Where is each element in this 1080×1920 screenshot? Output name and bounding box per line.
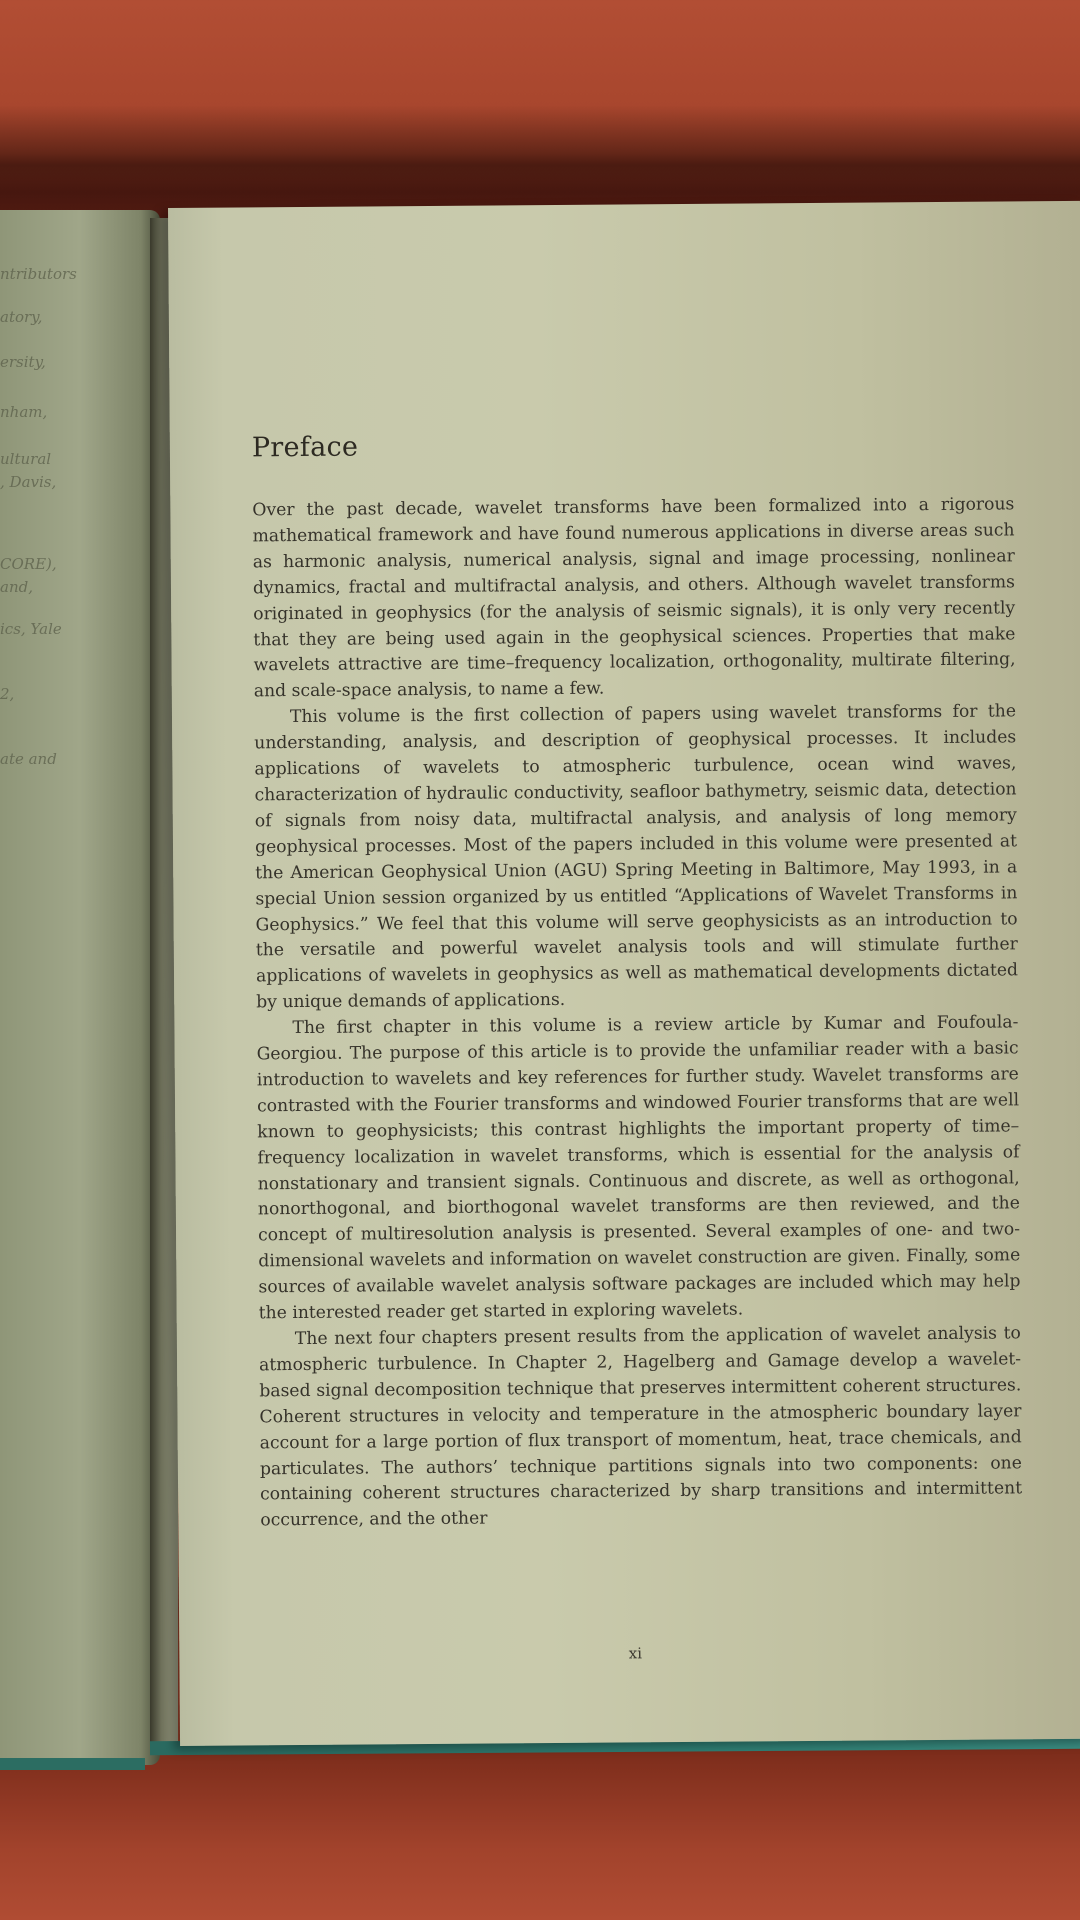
paragraph: The first chapter in this volume is a review article by Kumar and Foufoula-Georgiou. The purpose of this article is to provide the unfamiliar reader with a basic introduction to wavelets and key references for further study. Wavelet transforms are contrasted with the Fourier transforms and windowed Fourier transforms that are well known to geophysicists; this contrast highlights the important property of time–frequency localization in wavelet transforms, which is essential for the analysis of nonstationary and transient signals. Continuous and discrete, as well as orthogonal, nonorthogonal, and biorthogonal wavelet transforms are then reviewed, and the concept of multiresolution analysis is presented. Several examples of one- and two-dimensional wavelets and information on wavelet construction are given. Finally, some sources of available wavelet analysis software packages are included which may help the interested reader get started in exploring wavelets.	[256, 1012, 1021, 1324]
page-text-block	[252, 426, 1023, 1534]
left-page-fragment: ultural	[0, 450, 52, 468]
left-page-fragment: and,	[0, 578, 33, 596]
left-page-fragment: ersity,	[0, 353, 46, 371]
book-cover-edge	[0, 1758, 145, 1770]
left-page-fragment: ics, Yale	[0, 620, 62, 638]
page-number: xi	[628, 1644, 643, 1663]
left-page-fragment: nham,	[0, 403, 48, 421]
left-page	[0, 210, 160, 1765]
paragraph: This volume is the first collection of papers using wavelet transforms for the understanding, analysis, and description of geophysical processes. It includes applications of wavelets to atmospheric turbulence, ocean wind waves, characterization of hydraulic conductivity, seafloor bathymetry, seismic data, detection of signals from noisy data, multifractal analysis, and analysis of long memory geophysical processes. Most of the papers included in this volume were presented at the American Geophysical Union (AGU) Spring Meeting in Baltimore, May 1993, in a special Union session organized by us entitled “Applications of Wavelet Transforms in Geophysics.” We feel that this volume will serve geophysicists as an introduction to the versatile and powerful wavelet analysis tools and will stimulate further applications of wavelets in geophysics as well as mathematical developments dictated by unique demands of applications.	[254, 701, 1019, 1013]
left-page-fragment: ate and	[0, 750, 57, 768]
left-page-fragment: ntributors	[0, 265, 77, 283]
left-page-fragment: , Davis,	[0, 473, 57, 491]
left-page-fragment: 2,	[0, 685, 15, 703]
left-page-fragment: atory,	[0, 308, 43, 326]
paragraph: Over the past decade, wavelet transforms have been formalized into a rigorous mathematical framework and have found numerous applications in diverse areas such as harmonic analysis, numerical analysis, signal and image processing, nonlinear dynamics, fractal and multifractal analysis, and others. Although wavelet transforms originated in geophysics (for the analysis of seismic signals), it is only very recently that they are being used again in the geophysical sciences. Properties that make wavelets attractive are time–frequency localization, orthogonality, multirate filtering, and scale-space analysis, to name a few.	[252, 494, 1016, 702]
paragraph: The next four chapters present results from the application of wavelet analysis to atmospheric turbulence. In Chapter 2, Hagelberg and Gamage develop a wavelet-based signal decomposition technique that preserves intermittent coherent structures. Coherent structures in velocity and temperature in the atmospheric boundary layer account for a large portion of flux transport of momentum, heat, trace chemicals, and particulates. The authors’ technique partitions signals into two components: one containing coherent structures characterized by sharp transitions and intermittent occurrence, and the other	[259, 1323, 1023, 1531]
page-title: Preface	[251, 431, 359, 464]
left-page-fragment: CORE),	[0, 555, 57, 573]
table-cloth	[0, 1745, 1080, 1920]
right-page	[168, 201, 1080, 1746]
